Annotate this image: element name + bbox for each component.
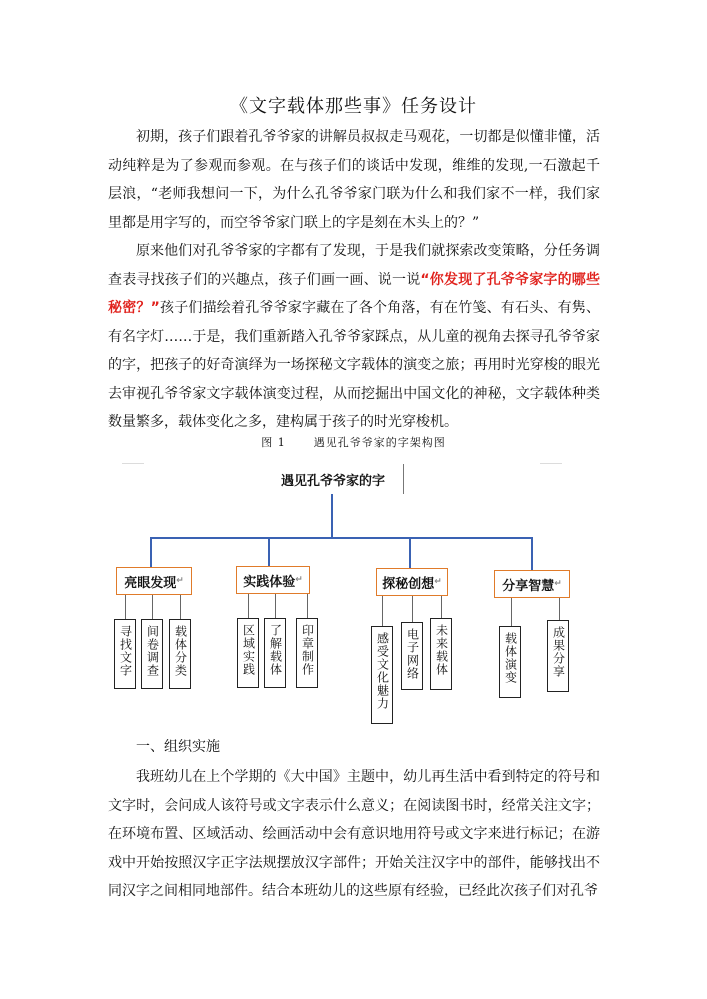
leaf-seal-making: 印章制作 [296, 618, 318, 688]
drop-line [559, 598, 560, 620]
paragraph-2 [108, 237, 600, 437]
diagram-root [263, 464, 404, 494]
guide-line-left [122, 463, 144, 464]
leaf-result-sharing: 成果分享 [547, 620, 569, 692]
leaf-electronic-network: 电子网络 [401, 622, 423, 690]
paragraph-1: 初期，孩子们跟着孔爷爷家的讲解员叔叔走马观花，一切都是似懂非懂，活动纯粹是为了参观而参观。在与孩子们的谈话中发现，维维的发现,一石激起千层浪，“老师我想问一下，为什么孔爷爷家门联为什么和我们家不一样，我们家里都是用字写的，而空爷爷家门联上的字是刻在木头上的？” [108, 129, 600, 231]
figure-number: 图 1 [261, 436, 286, 449]
paragraph-2-text-a: 原来他们对孔爷爷家的字都有了发现，于是我们就探索改变策略，分任务调查表寻找孩子们的兴趣点，孩子们画一画、说一说 [108, 243, 600, 288]
leaf-survey: 间卷调查 [141, 619, 163, 689]
return-mark: ↵ [176, 576, 184, 586]
highlighted-question: “你发现了孔爷爷家字的哪些秘密？” [108, 271, 601, 316]
connector-cat-1 [150, 537, 152, 567]
leaf-find-text: 寻找文字 [114, 619, 136, 689]
drop-line [511, 598, 512, 626]
drop-line [307, 594, 308, 618]
connector-cat-2 [268, 537, 270, 566]
root-connector [331, 494, 333, 538]
diagram-root-label: 遇见孔爷爷家的字 [280, 473, 385, 489]
leaf-understand-carriers: 了解载体 [264, 618, 286, 688]
drop-line [382, 596, 383, 626]
drop-line [275, 594, 276, 618]
drop-line [125, 595, 126, 619]
drop-line [248, 594, 249, 618]
category-discovery-label: 亮眼发现 [124, 575, 177, 591]
drop-line [441, 596, 442, 618]
leaf-classify-carriers: 载体分类 [169, 619, 191, 689]
return-mark: ↵ [295, 575, 303, 585]
category-explore-label: 探秘创想 [382, 576, 435, 592]
return-mark: ↵ [434, 577, 442, 587]
figure-caption [0, 434, 707, 450]
paragraph-3: 我班幼儿在上个学期的《大中国》主题中，幼儿再生活中看到特定的符号和文字时，会问成人该符号或文字表示什么意义；在阅读图书时，经常关注文字；在环境布置、区域活动、绘画活动中会有意识地用符号或文字来进行标记；在游戏中开始按照汉字正字法规摆放汉字部件；开始关注汉字中的部件，能够找出不同汉字之间相同地部件。结合本班幼儿的这些原有经验，已经此次孩子们对孔爷 [108, 769, 600, 899]
figure-title: 遇见孔爷爷家的字架构图 [313, 436, 446, 449]
connector-cat-3 [409, 537, 411, 568]
drop-line [180, 595, 181, 619]
connector-cat-4 [531, 537, 533, 570]
drop-line [412, 596, 413, 622]
category-discovery [116, 567, 192, 595]
leaf-future-carriers: 未来载体 [430, 618, 452, 690]
category-share [494, 570, 570, 598]
guide-line-right [540, 463, 562, 464]
category-share-label: 分享智慧 [502, 578, 555, 594]
leaf-culture-charm: 感受文化魅力 [371, 626, 393, 724]
category-practice [236, 566, 310, 594]
leaf-carrier-evolution: 载体演变 [499, 626, 521, 698]
paragraph-2-text-b: 孩子们描绘着孔爷爷家字藏在了各个角落，有在竹笺、有石头、有隽、有名字灯……于是，我们重新踏入孔爷爷家踩点，从儿童的视角去探寻孔爷爷家的字，把孩子的好奇演绎为一场探秘文字载体的演变之旅；再用时光穿梭的眼光去审视孔爷爷家文字载体演变过程，从而挖掘出中国文化的神秘，文字载体种类数量繁多，载体变化之多，建构属于孩子的时光穿梭机。 [108, 300, 601, 430]
horizontal-connector [150, 537, 533, 539]
section-heading: 一、组织实施 [136, 739, 220, 755]
leaf-area-practice: 区域实践 [237, 618, 259, 688]
document-title: 《文字载体那些事》任务设计 [230, 96, 477, 117]
return-mark: ↵ [554, 579, 562, 589]
drop-line [152, 595, 153, 619]
category-explore [376, 568, 448, 596]
category-practice-label: 实践体验 [243, 574, 296, 590]
